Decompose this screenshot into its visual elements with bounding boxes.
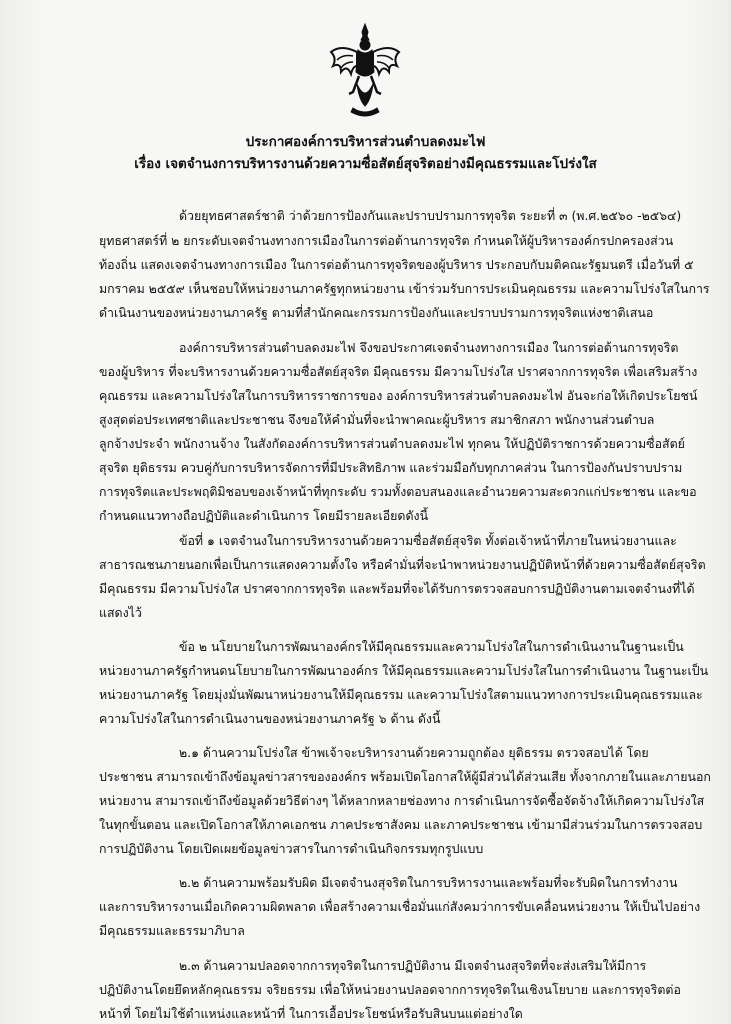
body-line: ความโปร่งใสในการดำเนินงานของหน่วยงานภาครัฐ ๖ ด้าน ดังนี้	[99, 711, 441, 726]
body-line: ๒.๑ ด้านความโปร่งใส ข้าพเจ้าจะบริหารงานด้วยความถูกต้อง ยุติธรรม ตรวจสอบได้ โดย	[179, 745, 649, 760]
announcement-title: ประกาศองค์การบริหารส่วนตำบลดงมะไฟ	[245, 134, 486, 150]
body-line: ๒.๒ ด้านความพร้อมรับผิด มีเจตจำนงสุจริตในการบริหารงานและพร้อมที่จะรับผิดในการทำงาน	[179, 875, 678, 890]
body-line: ด้วยยุทธศาสตร์ชาติ ว่าด้วยการป้องกันและปราบปรามการทุจริต ระยะที่ ๓ (พ.ศ.๒๕๖๐ -๒๕๖๔)	[179, 208, 682, 223]
body-line: ในทุกขั้นตอน และเปิดโอกาสให้ภาคเอกชน ภาคประชาสังคม และภาคประชาชน เข้ามามีส่วนร่วมในการตรวจสอบ	[99, 817, 703, 832]
body-line: แสดงไว้	[99, 605, 142, 620]
body-line: ยุทธศาสตร์ที่ ๒ ยกระดับเจตจำนงทางการเมืองในการต่อต้านการทุจริต กำหนดให้ผู้บริหารองค์กรปกครองส่วน	[99, 233, 674, 248]
body-line: หน่วยงานภาครัฐ โดยมุ่งมั่นพัฒนาหน่วยงานให้มีคุณธรรม และความโปร่งใสตามแนวทางการประเมินคุณธรรมและ	[99, 687, 703, 702]
body-line: ของผู้บริหาร ที่จะบริหารงานด้วยความซื่อสัตย์สุจริต มีคุณธรรม มีความโปร่งใส ปราศจากการทุจริต เพื่อเสริมสร้าง	[99, 364, 698, 379]
body-line: กำหนดแนวทางถือปฏิบัติและดำเนินการ โดยมีรายละเอียดดังนี้	[99, 508, 429, 523]
body-line: มีคุณธรรม มีความโปร่งใส ปราศจากการทุจริต และพร้อมที่จะได้รับการตรวจสอบการปฏิบัติงานตามเจตจำนงที่ได้	[99, 581, 695, 596]
body-line: คุณธรรม และความโปร่งใสในการบริหารราชการของ องค์การบริหารส่วนตำบลดงมะไฟ อันจะก่อให้เกิดประโยชน์	[99, 388, 698, 403]
body-line: องค์การบริหารส่วนตำบลดงมะไฟ จึงขอประกาศเจตจำนงทางการเมือง ในการต่อต้านการทุจริต	[179, 340, 679, 355]
body-line: มีคุณธรรมและธรรมาภิบาล	[99, 923, 245, 938]
body-line: ลูกจ้างประจำ พนักงานจ้าง ในสังกัดองค์การบริหารส่วนตำบลดงมะไฟ ทุกคน ให้ปฏิบัติราชการด้วยความซื่อสัตย์	[99, 436, 685, 451]
body-line: การปฏิบัติงาน โดยเปิดเผยข้อมูลข่าวสารในการดำเนินกิจกรรมทุกรูปแบบ	[99, 841, 484, 856]
body-line: ประชาชน สามารถเข้าถึงข้อมูลข่าวสารขององค์กร พร้อมเปิดโอกาสให้ผู้มีส่วนได้ส่วนเสีย ทั้งจากภายในและภายนอก	[99, 769, 711, 784]
body-line: ข้อ ๒ นโยบายในการพัฒนาองค์กรให้มีคุณธรรมและความโปร่งใสในการดำเนินงานในฐานะเป็น	[179, 639, 684, 654]
body-line: สุจริต ยุติธรรม ควบคู่กับการบริหารจัดการที่มีประสิทธิภาพ และร่วมมือกับทุกภาคส่วน ในการป้องกันปราบปราม	[99, 460, 683, 475]
announcement-subject: เรื่อง เจตจำนงการบริหารงานด้วยความซื่อสัตย์สุจริตอย่างมีคุณธรรมและโปร่งใส	[134, 156, 597, 172]
body-line: หน้าที่ โดยไม่ใช้ตำแหน่งและหน้าที่ ในการเอื้อประโยชน์หรือรับสินบนแต่อย่างใด	[99, 1006, 523, 1021]
body-line: สูงสุดต่อประเทศชาติและประชาชน จึงขอให้คำมั่นที่จะนำพาคณะผู้บริหาร สมาชิกสภา พนักงานส่วนตำบล	[99, 412, 655, 427]
body-line: ท้องถิ่น แสดงเจตจำนงทางการเมือง ในการต่อต้านการทุจริตของผู้บริหาร ประกอบกับมติคณะรัฐมนตรี เมื่อวันที่ ๕	[99, 257, 694, 272]
body-line: หน่วยงานภาครัฐกำหนดนโยบายในการพัฒนาองค์กร ให้มีคุณธรรมและความโปร่งใสในการดำเนินงาน ในฐานะเป็น	[99, 663, 709, 678]
body-line: การทุจริตและประพฤติมิชอบของเจ้าหน้าที่ทุกระดับ รวมทั้งตอบสนองและอำนวยความสะดวกแก่ประชาชน และขอ	[99, 484, 697, 499]
body-line: ๒.๓ ด้านความปลอดจากการทุจริตในการปฏิบัติงาน มีเจตจำนงสุจริตที่จะส่งเสริมให้มีการ	[179, 958, 647, 973]
garuda-emblem-icon	[327, 22, 403, 122]
body-line: สาธารณชนภายนอกเพื่อเป็นการแสดงความตั้งใจ หรือคำมั่นที่จะนำพาหน่วยงานปฏิบัติหน้าที่ด้วยความซื่อสัตย์สุจริต	[99, 557, 706, 572]
body-line: ดำเนินงานของหน่วยงานภาครัฐ ตามที่สำนักคณะกรรมการป้องกันและปราบปรามการทุจริตแห่งชาติเสนอ	[99, 305, 654, 320]
body-line: มกราคม ๒๕๕๙ เห็นชอบให้หน่วยงานภาครัฐทุกหน่วยงาน เข้าร่วมรับการประเมินคุณธรรม และความโปร่งใสในการ	[99, 281, 710, 296]
body-line: หน่วยงาน สามารถเข้าถึงข้อมูลด้วยวิธีต่างๆ ได้หลากหลายช่องทาง การดำเนินการจัดซื้อจัดจ้างให้เกิดความโปร่งใส	[99, 793, 705, 808]
body-line: ข้อที่ ๑ เจตจำนงในการบริหารงานด้วยความซื่อสัตย์สุจริต ทั้งต่อเจ้าหน้าที่ภายในหน่วยงานและ	[179, 533, 677, 548]
body-line: ปฏิบัติงานโดยยึดหลักคุณธรรม จริยธรรม เพื่อให้หน่วยงานปลอดจากการทุจริตในเชิงนโยบาย และการทุจริตต่อ	[99, 982, 681, 997]
body-line: และการบริหารงานเมื่อเกิดความผิดพลาด เพื่อสร้างความเชื่อมั่นแก่สังคมว่าการขับเคลื่อนหน่วยงาน ให้เป็นไปอย่าง	[99, 899, 701, 914]
